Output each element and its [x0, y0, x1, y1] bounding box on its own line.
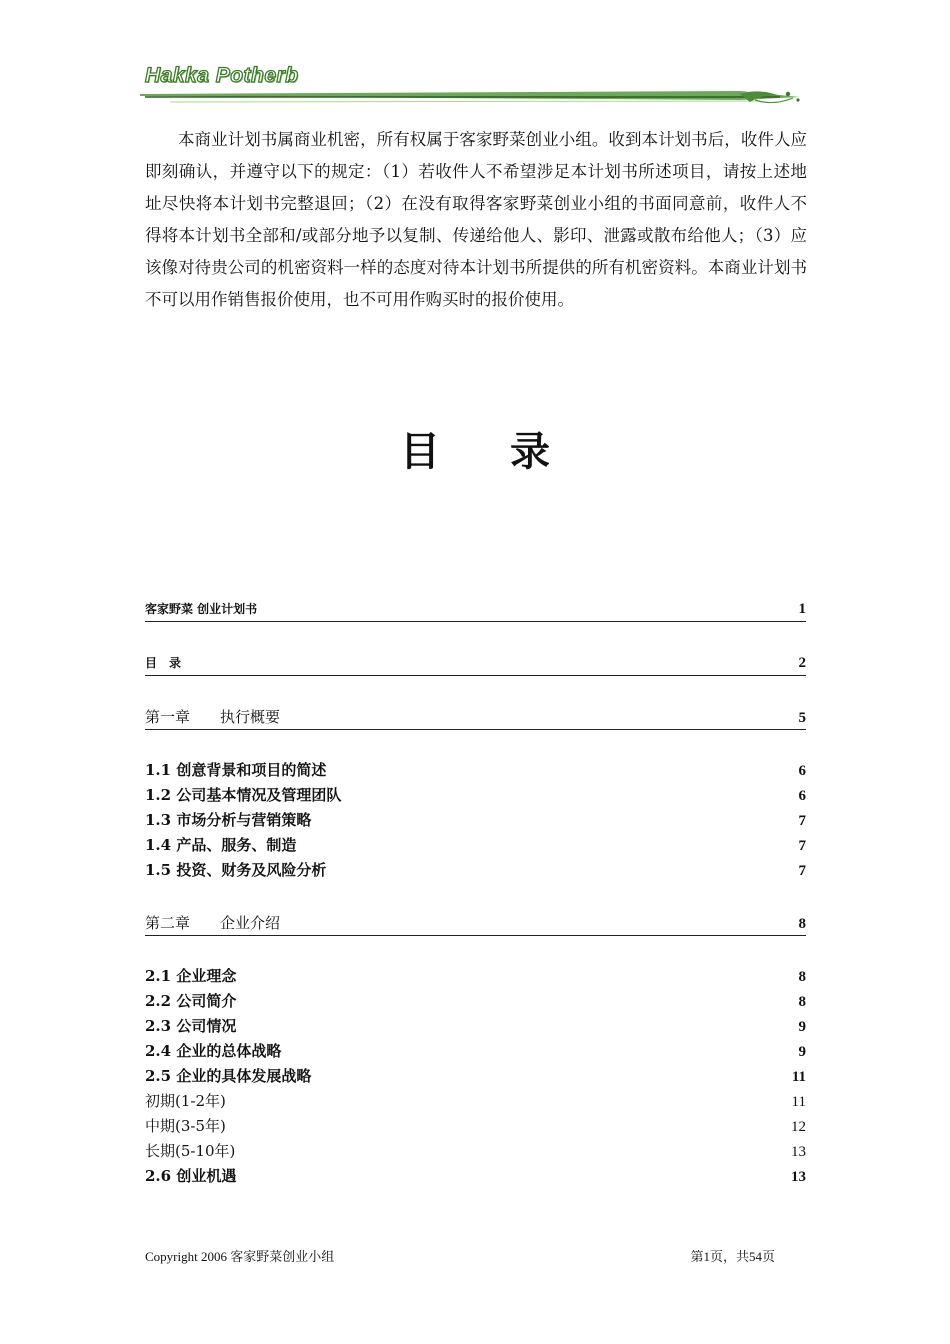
toc-section[interactable]: [145, 833, 806, 858]
toc-section[interactable]: [145, 758, 806, 783]
toc-chapter-label: 第一章 执行概要: [145, 708, 281, 726]
toc-section[interactable]: [145, 1064, 806, 1089]
toc-chapter-page: 8: [798, 916, 806, 932]
toc-entry[interactable]: [145, 597, 806, 622]
toc-section-label: 2.2 公司简介: [145, 992, 237, 1010]
toc-section-page: 9: [798, 1044, 806, 1060]
toc-section[interactable]: [145, 1039, 806, 1064]
toc-section[interactable]: [145, 989, 806, 1014]
page-footer: [145, 1246, 775, 1265]
toc-chapter[interactable]: [145, 705, 806, 730]
toc-section-page: 13: [791, 1169, 806, 1185]
table-of-contents: [145, 597, 806, 1189]
toc-entry-page: 2: [798, 655, 806, 671]
toc-section-page: 8: [798, 969, 806, 985]
toc-section-label: 2.3 公司情况: [145, 1017, 237, 1035]
toc-section[interactable]: [145, 808, 806, 833]
header-decorative-rule: [140, 88, 810, 110]
toc-subsection[interactable]: [145, 1114, 806, 1139]
toc-section-page: 7: [798, 838, 806, 854]
footer-page-info: 第1页，共54页: [690, 1249, 775, 1264]
toc-entry-label: 目 录: [145, 656, 182, 670]
toc-section-page: 11: [791, 1069, 806, 1085]
toc-section-page: 6: [798, 788, 806, 804]
toc-chapter[interactable]: [145, 911, 806, 936]
toc-section[interactable]: [145, 1164, 806, 1189]
toc-section-label: 2.1 企业理念: [145, 967, 237, 985]
toc-subsection[interactable]: [145, 1089, 806, 1114]
toc-section[interactable]: [145, 1014, 806, 1039]
toc-section-page: 7: [798, 813, 806, 829]
toc-section-label: 2.6 创业机遇: [145, 1167, 237, 1185]
toc-subsection-page: 12: [791, 1119, 806, 1135]
toc-section-label: 2.5 企业的具体发展战略: [145, 1067, 312, 1085]
footer-copyright: Copyright 2006 客家野菜创业小组: [145, 1249, 335, 1264]
toc-section-label: 1.4 产品、服务、制造: [145, 836, 297, 854]
toc-entry-label: 客家野菜 创业计划书: [145, 602, 258, 616]
header-logo: Hakka Potherb: [145, 64, 299, 87]
toc-section-label: 1.2 公司基本情况及管理团队: [145, 786, 342, 804]
toc-subsection-label: 初期(1-2年): [145, 1092, 226, 1110]
toc-section-page: 8: [798, 994, 806, 1010]
toc-chapter-page: 5: [798, 710, 806, 726]
toc-section-label: 1.1 创意背景和项目的简述: [145, 761, 327, 779]
toc-entry[interactable]: [145, 651, 806, 676]
toc-subsection-page: 11: [791, 1094, 806, 1110]
toc-section[interactable]: [145, 783, 806, 808]
toc-section-label: 1.5 投资、财务及风险分析: [145, 861, 327, 879]
toc-subsection-label: 长期(5-10年): [145, 1142, 236, 1160]
toc-section-page: 7: [798, 863, 806, 879]
confidentiality-notice: 本商业计划书属商业机密，所有权属于客家野菜创业小组。收到本计划书后，收件人应即刻确认，并遵守以下的规定：（1）若收件人不希望涉足本计划书所述项目，请按上述地址尽快将本计划书完整退回；（2）在没有取得客家野菜创业小组的书面同意前，收件人不得将本计划书全部和/或部分地予以复制、传递给他人、影印、泄露或散布给他人；（3）应该像对待贵公司的机密资料一样的态度对待本计划书所提供的所有机密资料。本商业计划书不可以用作销售报价使用，也不可用作购买时的报价使用。: [145, 130, 807, 309]
toc-chapter-label: 第二章 企业介绍: [145, 914, 281, 932]
toc-subsection[interactable]: [145, 1139, 806, 1164]
toc-section[interactable]: [145, 858, 806, 883]
toc-section-page: 6: [798, 763, 806, 779]
toc-section-label: 2.4 企业的总体战略: [145, 1042, 282, 1060]
toc-section-label: 1.3 市场分析与营销策略: [145, 811, 312, 829]
toc-section-page: 9: [798, 1019, 806, 1035]
toc-subsection-label: 中期(3-5年): [145, 1117, 226, 1135]
toc-section[interactable]: [145, 964, 806, 989]
toc-entry-page: 1: [798, 601, 806, 617]
toc-subsection-page: 13: [791, 1144, 806, 1160]
toc-title: 目录: [400, 429, 620, 475]
